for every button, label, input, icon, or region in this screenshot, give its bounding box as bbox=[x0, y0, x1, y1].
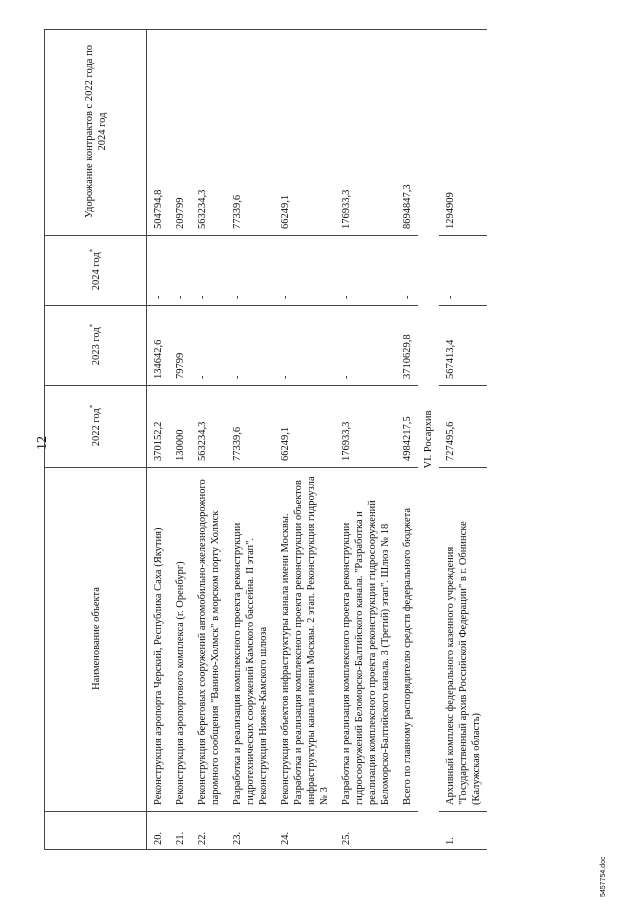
row-number: 20. bbox=[147, 812, 170, 850]
row-value-2022: 130000 bbox=[169, 386, 191, 468]
row-object-name: Архивный комплекс федерального казенного учреждения "Государственный архив Российской Федерации" в г. Обнинске (Калужская область) bbox=[439, 468, 487, 812]
row-number: 1. bbox=[439, 812, 487, 850]
row-value-2023: 567413,4 bbox=[439, 306, 487, 386]
header-year-2022: 2022 год* bbox=[45, 386, 147, 468]
row-value-2022: 4984217,5 bbox=[396, 386, 418, 468]
row-value-increase: 209799 bbox=[169, 30, 191, 236]
row-value-2024: - bbox=[335, 236, 396, 306]
row-object-name: Реконструкция аэропорта Черский, Республика Саха (Якутия) bbox=[147, 468, 170, 812]
row-value-2023: - bbox=[191, 306, 226, 386]
row-value-2024: - bbox=[274, 236, 335, 306]
table-row bbox=[169, 30, 191, 850]
table-row-total bbox=[396, 30, 418, 850]
header-year-2023: 2023 год* bbox=[45, 306, 147, 386]
header-object-name: Наименование объекта bbox=[45, 468, 147, 812]
row-value-increase: 77339,6 bbox=[226, 30, 274, 236]
row-value-2024: - bbox=[396, 236, 418, 306]
table-row bbox=[335, 30, 396, 850]
row-value-2024: - bbox=[226, 236, 274, 306]
row-value-2022: 727495,6 bbox=[439, 386, 487, 468]
table-row bbox=[147, 30, 170, 850]
table-row bbox=[439, 30, 487, 850]
expenditure-table bbox=[44, 29, 487, 850]
row-total-label: Всего по главному распорядителю средств федерального бюджета bbox=[396, 468, 418, 812]
row-value-2022: 176933,3 bbox=[335, 386, 396, 468]
row-value-2024: - bbox=[169, 236, 191, 306]
header-cost-increase: Удорожание контрактов с 2022 года по 2024 год bbox=[45, 30, 147, 236]
header-number bbox=[45, 812, 147, 850]
row-value-increase: 563234,3 bbox=[191, 30, 226, 236]
row-value-2024: - bbox=[147, 236, 170, 306]
row-value-2024: - bbox=[439, 236, 487, 306]
row-object-name: Разработка и реализация комплексного проекта реконструкции гидросооружений Беломорско-Балтийского канала. "Разработка и реализация комплексного проекта реконструкции гидросооружений Беломорско-Балтийского канала. 3 (Третий) этап". Шлюз № 18 bbox=[335, 468, 396, 812]
row-number bbox=[396, 812, 418, 850]
row-value-2022: 77339,6 bbox=[226, 386, 274, 468]
header-year-2024: 2024 год* bbox=[45, 236, 147, 306]
row-value-increase: 66249,1 bbox=[274, 30, 335, 236]
row-value-2023: - bbox=[226, 306, 274, 386]
table-header-row bbox=[45, 30, 147, 850]
row-number: 22. bbox=[191, 812, 226, 850]
row-object-name: Разработка и реализация комплексного проекта реконструкции гидротехнических сооружений Камского бассейна. II этап". Реконструкция Нижне-Камского шлюза bbox=[226, 468, 274, 812]
section-heading-row bbox=[418, 30, 439, 850]
row-object-name: Реконструкция береговых сооружений автомобильно-железнодорожного паромного сообщения "Ванино-Холмск" в морском порту Холмск bbox=[191, 468, 226, 812]
row-value-2022: 563234,3 bbox=[191, 386, 226, 468]
row-number: 24. bbox=[274, 812, 335, 850]
row-value-2023: - bbox=[335, 306, 396, 386]
row-value-2023: 134642,6 bbox=[147, 306, 170, 386]
section-heading: VI. Росархив bbox=[418, 30, 439, 850]
row-object-name: Реконструкция объектов инфраструктуры канала имени Москвы. Разработка и реализация комплексного проекта реконструкции объектов инфраструктуры канала имени Москвы. 2 этап. Реконструкция гидроузла № 3 bbox=[274, 468, 335, 812]
row-value-2023: 79799 bbox=[169, 306, 191, 386]
row-object-name: Реконструкция аэропортового комплекса (г. Оренбург) bbox=[169, 468, 191, 812]
row-number: 25. bbox=[335, 812, 396, 850]
row-value-increase: 504794,8 bbox=[147, 30, 170, 236]
row-value-increase: 8694847,3 bbox=[396, 30, 418, 236]
row-value-2024: - bbox=[191, 236, 226, 306]
row-number: 21. bbox=[169, 812, 191, 850]
table-row bbox=[191, 30, 226, 850]
table-row bbox=[274, 30, 335, 850]
row-value-increase: 1294909 bbox=[439, 30, 487, 236]
row-value-2022: 370152,2 bbox=[147, 386, 170, 468]
row-value-2022: 66249,1 bbox=[274, 386, 335, 468]
row-number: 23. bbox=[226, 812, 274, 850]
table-row bbox=[226, 30, 274, 850]
page-number: 12 bbox=[35, 436, 50, 450]
row-value-2023: 3710629,8 bbox=[396, 306, 418, 386]
row-value-2023: - bbox=[274, 306, 335, 386]
row-value-increase: 176933,3 bbox=[335, 30, 396, 236]
document-id: 5457754.doc bbox=[600, 856, 607, 897]
